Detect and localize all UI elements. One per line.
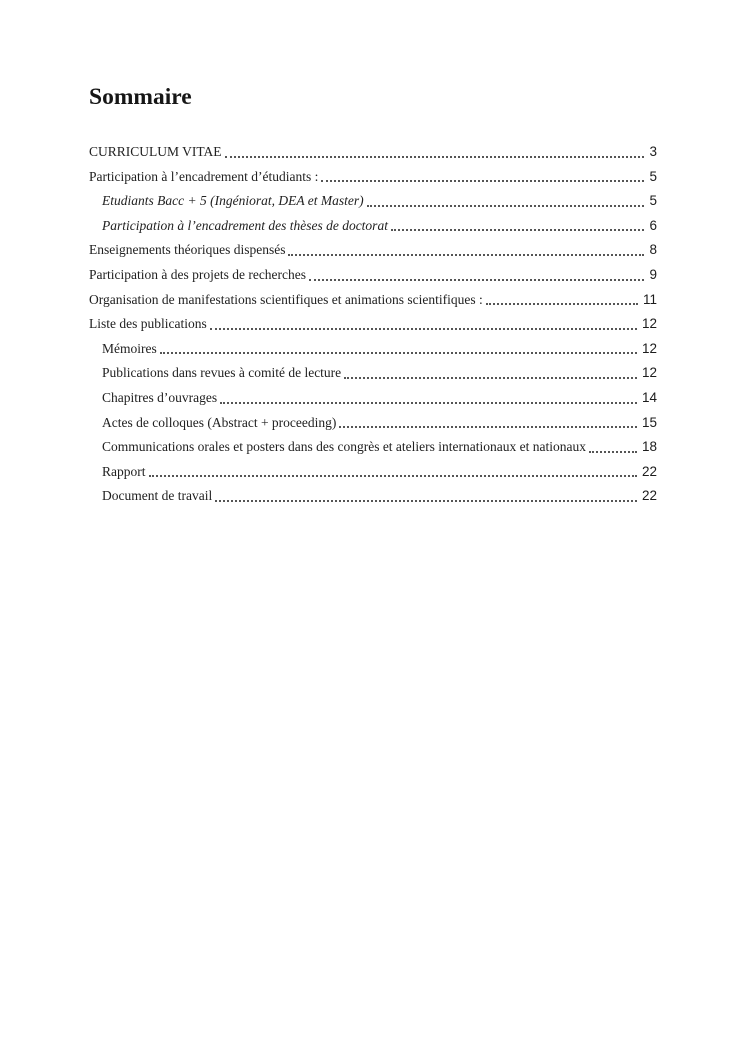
toc-page-number: 5 [649,168,657,184]
toc-dot-leader [220,402,637,404]
toc-entry[interactable] [89,238,657,263]
toc-page-number: 12 [641,365,657,381]
toc-entry[interactable] [89,337,657,362]
toc-page-number: 22 [641,463,657,479]
toc-entry[interactable] [89,435,657,460]
toc-dot-leader [344,377,637,379]
toc-entry[interactable] [89,288,657,313]
toc-entry-label: Participation à l’encadrement des thèses de doctorat [102,217,388,233]
toc-entry[interactable] [89,312,657,337]
toc-entry[interactable] [89,189,657,214]
toc-entry[interactable] [89,460,657,485]
toc-entry[interactable] [89,263,657,288]
toc-dot-leader [391,229,645,231]
toc-entry-label: Organisation de manifestations scientifiques et animations scientifiques : [89,291,483,307]
toc-entry-label: CURRICULUM VITAE [89,144,222,159]
toc-entry-label: Etudiants Bacc + 5 (Ingéniorat, DEA et Master) [102,193,364,209]
toc-dot-leader [309,279,644,281]
toc-dot-leader [367,205,645,207]
toc-entry[interactable] [89,165,657,190]
page-title: Sommaire [89,84,192,110]
toc-dot-leader [589,451,637,453]
toc-entry-label: Document de travail [102,488,213,504]
toc-page-number: 22 [641,488,657,504]
toc-page-number: 9 [649,266,657,282]
toc-entry-label: Participation à l’encadrement d’étudiants : [89,168,319,184]
toc-entry-label: Enseignements théoriques dispensés [89,242,286,258]
toc-entry[interactable] [89,140,657,165]
toc-page-number: 5 [649,193,657,209]
toc-dot-leader [149,475,637,477]
toc-page-number: 12 [641,316,657,332]
toc-dot-leader [288,254,644,256]
toc-entry[interactable] [89,411,657,436]
toc-dot-leader [215,500,637,502]
toc-entry[interactable] [89,361,657,386]
toc-dot-leader [160,352,637,354]
toc-entry-label: Rapport [102,463,146,479]
toc-entry-label: Actes de colloques (Abstract + proceeding) [102,414,337,430]
toc-entry-label: Communications orales et posters dans des congrès et ateliers internationaux et nationaux [102,439,586,455]
toc-page-number: 18 [641,439,657,455]
toc-page-number: 8 [649,242,657,258]
toc-dot-leader [486,303,638,305]
toc-dot-leader [210,328,637,330]
toc-page-number: 3 [649,144,657,159]
toc-entry[interactable] [89,484,657,509]
toc-dot-leader [339,426,637,428]
toc-entry-label: Participation à des projets de recherches [89,266,307,282]
toc-dot-leader [225,156,645,158]
toc-dot-leader [321,180,644,182]
toc-entry-label: Chapitres d’ouvrages [102,389,218,405]
toc-page-number: 11 [642,291,657,307]
toc-entry-label: Mémoires [102,340,157,356]
toc-page-number: 14 [641,389,657,405]
toc-page-number: 12 [641,340,657,356]
toc-entry-label: Publications dans revues à comité de lecture [102,365,342,381]
toc-entry[interactable] [89,214,657,239]
toc-page-number: 15 [641,414,657,430]
table-of-contents [89,140,657,509]
toc-entry[interactable] [89,386,657,411]
toc-page-number: 6 [649,217,657,233]
toc-entry-label: Liste des publications [89,316,207,332]
